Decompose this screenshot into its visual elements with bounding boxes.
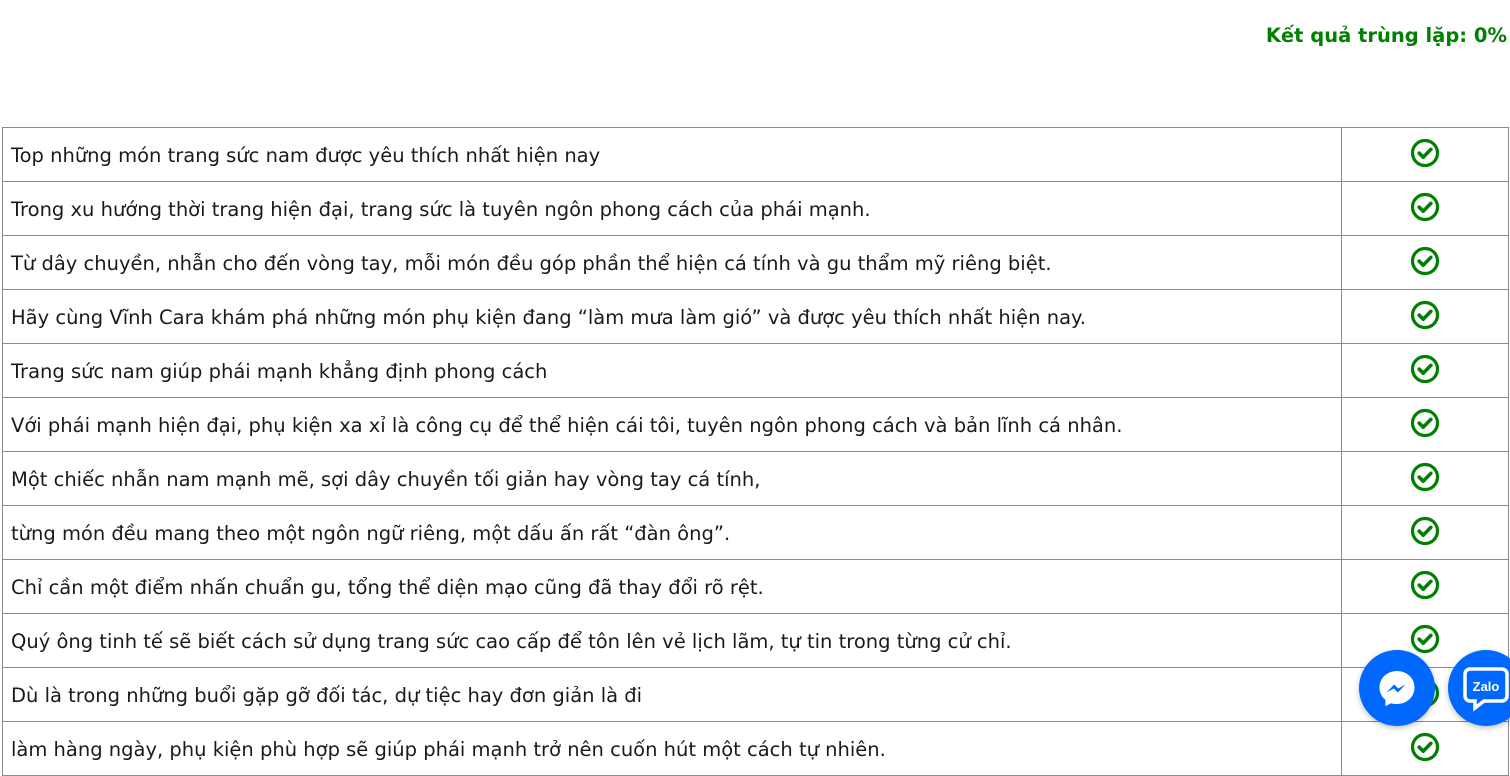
check-circle-icon [1410, 732, 1440, 762]
sentence-cell: từng món đều mang theo một ngôn ngữ riêng, một dấu ấn rất “đàn ông”. [3, 506, 1342, 560]
sentence-cell: Quý ông tinh tế sẽ biết cách sử dụng trang sức cao cấp để tôn lên vẻ lịch lãm, tự tin trong từng cử chỉ. [3, 614, 1342, 668]
table-row [3, 398, 1509, 452]
table-row [3, 236, 1509, 290]
sentence-cell: Một chiếc nhẫn nam mạnh mẽ, sợi dây chuyền tối giản hay vòng tay cá tính, [3, 452, 1342, 506]
table-row [3, 668, 1509, 722]
zalo-chat-button[interactable] [1448, 650, 1510, 726]
status-cell [1342, 236, 1509, 290]
sentence-cell: Trang sức nam giúp phái mạnh khẳng định phong cách [3, 344, 1342, 398]
status-cell [1342, 560, 1509, 614]
check-circle-icon [1410, 462, 1440, 492]
check-circle-icon [1410, 354, 1440, 384]
check-circle-icon [1410, 570, 1440, 600]
check-circle-icon [1410, 408, 1440, 438]
status-cell [1342, 398, 1509, 452]
table-row [3, 128, 1509, 182]
status-cell [1342, 452, 1509, 506]
sentence-cell: Với phái mạnh hiện đại, phụ kiện xa xỉ là công cụ để thể hiện cái tôi, tuyên ngôn phong cách và bản lĩnh cá nhân. [3, 398, 1342, 452]
status-cell [1342, 344, 1509, 398]
zalo-icon [1448, 650, 1510, 726]
table-row [3, 560, 1509, 614]
check-circle-icon [1410, 138, 1440, 168]
check-circle-icon [1410, 246, 1440, 276]
table-row [3, 506, 1509, 560]
table-row [3, 344, 1509, 398]
duplicate-result-label: Kết quả trùng lặp: 0% [1265, 24, 1507, 47]
sentence-cell: Top những món trang sức nam được yêu thích nhất hiện nay [3, 128, 1342, 182]
table-row [3, 452, 1509, 506]
table-row [3, 722, 1509, 776]
sentence-cell: Hãy cùng Vĩnh Cara khám phá những món phụ kiện đang “làm mưa làm gió” và được yêu thích nhất hiện nay. [3, 290, 1342, 344]
status-cell [1342, 290, 1509, 344]
status-cell [1342, 182, 1509, 236]
check-circle-icon [1410, 624, 1440, 654]
results-table [2, 127, 1509, 776]
sentence-cell: Từ dây chuyền, nhẫn cho đến vòng tay, mỗi món đều góp phần thể hiện cá tính và gu thẩm mỹ riêng biệt. [3, 236, 1342, 290]
zalo-label: Zalo [1472, 679, 1500, 694]
messenger-icon [1359, 650, 1435, 726]
table-row [3, 182, 1509, 236]
status-cell [1342, 128, 1509, 182]
check-circle-icon [1410, 192, 1440, 222]
status-cell [1342, 722, 1509, 776]
sentence-cell: Chỉ cần một điểm nhấn chuẩn gu, tổng thể diện mạo cũng đã thay đổi rõ rệt. [3, 560, 1342, 614]
messenger-chat-button[interactable] [1359, 650, 1435, 726]
sentence-cell: Trong xu hướng thời trang hiện đại, trang sức là tuyên ngôn phong cách của phái mạnh. [3, 182, 1342, 236]
sentence-cell: Dù là trong những buổi gặp gỡ đối tác, dự tiệc hay đơn giản là đi [3, 668, 1342, 722]
check-circle-icon [1410, 516, 1440, 546]
sentence-cell: làm hàng ngày, phụ kiện phù hợp sẽ giúp phái mạnh trở nên cuốn hút một cách tự nhiên. [3, 722, 1342, 776]
status-cell [1342, 506, 1509, 560]
table-row [3, 290, 1509, 344]
table-row [3, 614, 1509, 668]
check-circle-icon [1410, 300, 1440, 330]
